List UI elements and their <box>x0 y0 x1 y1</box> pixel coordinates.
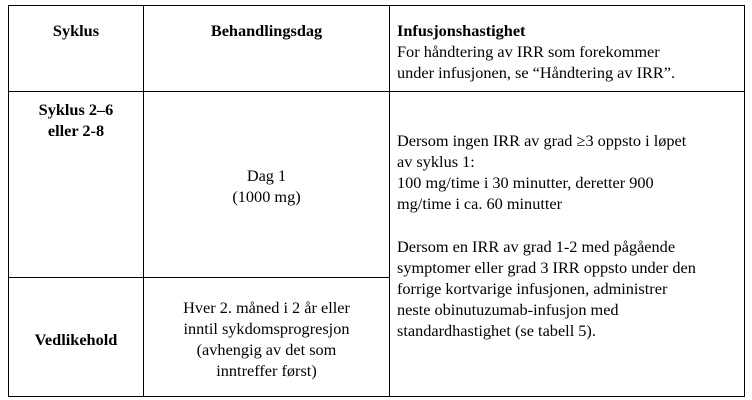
rate-p2-line1: Dersom en IRR av grad 1-2 med pågående <box>397 237 676 256</box>
header-rate-note-line2: under infusjonen, se “Håndtering av IRR”. <box>397 63 676 82</box>
header-infusion-rate <box>397 20 742 83</box>
header-cycle: Syklus <box>52 21 100 40</box>
row1-day-line1: Dag 1 <box>246 166 287 185</box>
row2-day-line4: inntreffer først) <box>216 361 317 380</box>
rate-p1-line4: mg/time i ca. 60 minutter <box>397 194 563 213</box>
table-border-right <box>744 5 745 397</box>
row2-day-line1: Hver 2. måned i 2 år eller <box>183 298 350 317</box>
row2-day-line3: (avhengig av det som <box>196 340 337 359</box>
row1-cycle-line2: eller 2-8 <box>47 121 105 140</box>
header-rate-note-line1: For håndtering av IRR som forekommer <box>397 42 660 61</box>
header-divider <box>8 91 745 92</box>
rate-p2-line5: standardhastighet (se tabell 5). <box>397 321 596 340</box>
infusion-rate-body-2 <box>397 236 742 341</box>
infusion-rate-body <box>397 130 742 214</box>
rate-p1-line1: Dersom ingen IRR av grad ≥3 oppsto i løpet <box>397 131 687 150</box>
row1-cycle <box>9 99 143 141</box>
rate-p2-line4: neste obinutuzumab-infusjon med <box>397 300 619 319</box>
row1-day-line2: (1000 mg) <box>232 187 301 206</box>
rate-p1-line3: 100 mg/time i 30 minutter, deretter 900 <box>397 173 654 192</box>
header-infusion-rate-title: Infusjonshastighet <box>397 21 526 40</box>
rate-p1-line2: av syklus 1: <box>397 152 475 171</box>
row2-treatment-day <box>144 297 389 381</box>
row1-treatment-day <box>144 165 389 207</box>
table-border-top <box>8 5 745 6</box>
header-treatment-day: Behandlingsdag <box>210 21 323 40</box>
rate-p2-line2: symptomer eller grad 3 IRR oppsto under den <box>397 258 696 277</box>
row-divider <box>8 277 389 278</box>
row1-cycle-line1: Syklus 2–6 <box>38 100 114 119</box>
column-divider-2 <box>389 5 390 397</box>
row2-day-line2: inntil sykdomsprogresjon <box>183 319 350 338</box>
table-border-bottom <box>8 396 745 397</box>
rate-p2-line3: forrige kortvarige infusjonen, administrer <box>397 279 668 298</box>
row2-cycle: Vedlikehold <box>34 330 118 349</box>
